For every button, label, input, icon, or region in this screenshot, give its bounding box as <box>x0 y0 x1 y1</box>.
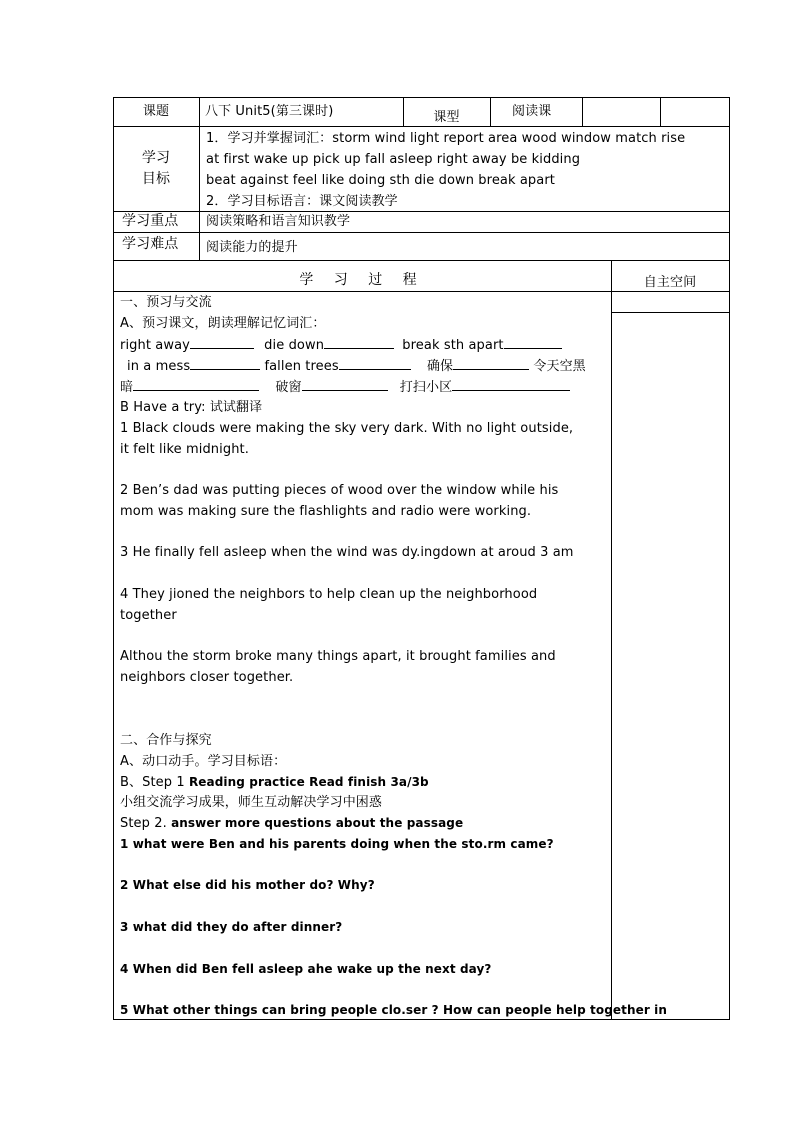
section2-b <box>120 772 429 793</box>
objectives-line-2: at first wake up pick up fall asleep right away be kidding <box>206 152 581 167</box>
sentence-5-line-1: Althou the storm broke many things apart, it brought families and <box>120 649 556 664</box>
side-title: 自主空间 <box>643 275 697 290</box>
vocab-item: 令天空黑 <box>533 359 586 374</box>
objectives-label-1: 学习 <box>141 150 171 166</box>
vocab-row-1 <box>120 334 562 356</box>
sentence-2-line-2: mom was making sure the flashlights and radio were working. <box>120 504 532 519</box>
step1-prefix: B、Step 1 <box>120 775 189 790</box>
objectives-line-4: 2．学习目标语言：课文阅读教学 <box>206 194 398 209</box>
objectives-line-3: beat against feel like doing sth die down break apart <box>206 173 555 188</box>
topic-value: 八下 Unit5(第三课时) <box>205 104 334 119</box>
vocab-intro: A、预习课文，朗读理解记忆词汇： <box>120 316 326 331</box>
sentence-1-line-1: 1 Black clouds were making the sky very dark. With no light outside, <box>120 421 574 436</box>
step2-prefix: Step 2. <box>120 816 172 831</box>
vocab-item: in a mess <box>127 359 191 374</box>
section2-a: A、动口动手。学习目标语： <box>120 754 287 769</box>
type-label: 课型 <box>433 110 460 125</box>
question-5: 5 What other things can bring people clo.ser ? How can people help together in <box>120 1003 668 1017</box>
vocab-item: 暗 <box>120 380 134 395</box>
type-value: 阅读课 <box>512 104 552 119</box>
difficulty-label: 学习难点 <box>122 236 179 252</box>
focus-label: 学习重点 <box>122 213 179 229</box>
vocab-item: die down <box>264 338 325 353</box>
step1-bold: Reading practice Read finish 3a/3b <box>188 775 429 789</box>
sentence-2-line-1: 2 Ben’s dad was putting pieces of wood over the window while his <box>120 483 559 498</box>
question-2: 2 What else did his mother do? Why? <box>120 878 375 892</box>
focus-value: 阅读策略和语言知识教学 <box>206 214 351 229</box>
topic-label: 课题 <box>142 104 170 119</box>
step2 <box>120 813 463 834</box>
vocab-row-3 <box>120 376 570 398</box>
translate-intro: B Have a try: 试试翻译 <box>120 400 263 415</box>
section1-title: 一、预习与交流 <box>120 295 212 310</box>
objectives-line-1: 1．学习并掌握词汇：storm wind light report area wood window match rise <box>206 131 686 146</box>
sentence-3: 3 He finally fell asleep when the wind was dy.ingdown at aroud 3 am <box>120 545 574 560</box>
sentence-4-line-2: together <box>120 608 177 623</box>
difficulty-value: 阅读能力的提升 <box>206 240 298 255</box>
group-exchange: 小组交流学习成果，师生互动解决学习中困惑 <box>120 795 383 810</box>
vocab-row-2 <box>120 355 586 377</box>
sentence-5-line-2: neighbors closer together. <box>120 670 294 685</box>
step2-bold: answer more questions about the passage <box>171 816 464 830</box>
question-3: 3 what did they do after dinner? <box>120 920 343 934</box>
sentence-4-line-1: 4 They jioned the neighbors to help clean up the neighborhood <box>120 587 538 602</box>
sentence-1-line-2: it felt like midnight. <box>120 442 249 457</box>
question-4: 4 When did Ben fell asleep ahe wake up the next day? <box>120 962 492 976</box>
vocab-item: 确保 <box>426 359 454 374</box>
objectives-label-2: 目标 <box>141 171 171 187</box>
vocab-item: right away <box>120 338 190 353</box>
vocab-item: break sth apart <box>402 338 504 353</box>
question-1: 1 what were Ben and his parents doing when the sto.rm came? <box>120 837 554 851</box>
vocab-item: 打扫小区 <box>399 380 453 395</box>
vocab-item: 破窗 <box>275 380 302 395</box>
process-title: 学 习 过 程 <box>299 272 425 288</box>
section2-title: 二、合作与探究 <box>120 733 212 748</box>
vocab-item: fallen trees <box>264 359 339 374</box>
